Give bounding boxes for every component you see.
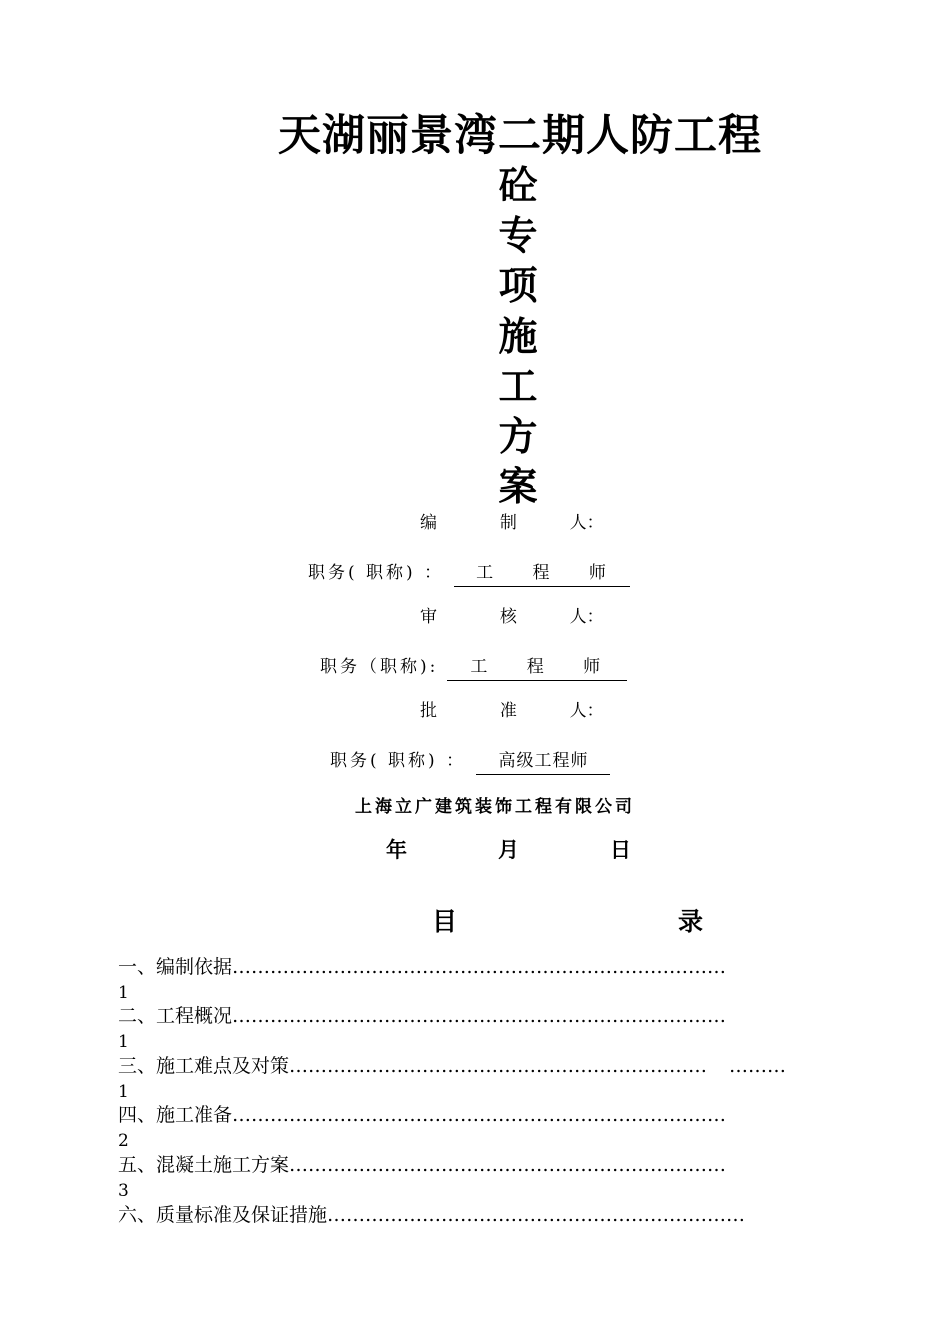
- reviewer-title-label: 职务（职称):: [320, 657, 439, 677]
- toc-item-page: 3: [118, 1181, 129, 1201]
- toc-item-label: 四、施工准备: [118, 1104, 233, 1126]
- toc-item-page: 1: [118, 1082, 129, 1102]
- toc-item-label: 五、混凝土施工方案: [118, 1154, 290, 1176]
- approver-title-label: 职务( 职称) ：: [330, 751, 467, 771]
- approver-title-value: 高级工程师: [476, 749, 610, 775]
- approver-label-char-1: 批: [420, 701, 437, 721]
- date-year: 年: [386, 838, 407, 862]
- title-char-6: 方: [498, 415, 538, 460]
- toc-item-page: 1: [118, 1032, 129, 1052]
- approver-title-row: [330, 749, 610, 775]
- reviewer-title-row: [320, 655, 627, 681]
- reviewer-title-value: 工 程 师: [447, 655, 627, 681]
- title-char-3: 项: [498, 264, 538, 309]
- approver-label-char-3: 人：: [569, 701, 604, 721]
- toc-item-dots: ……………………………………………………………………: [232, 1104, 727, 1126]
- toc-item-label: 一、编制依据: [118, 956, 233, 978]
- toc-item-6: [118, 1203, 745, 1227]
- title-char-4: 施: [498, 315, 538, 360]
- reviewer-label-char-1: 审: [420, 607, 437, 627]
- toc-item-dots: ……………………………………………………………………: [232, 1005, 727, 1027]
- compiler-title-label: 职务( 职称) ：: [308, 563, 445, 583]
- toc-item-label: 六、质量标准及保证措施: [118, 1204, 328, 1226]
- toc-item-1: [118, 955, 726, 979]
- toc-item-dots: …………………………………………………………: [289, 1055, 708, 1077]
- toc-heading-left: 目: [432, 907, 458, 936]
- document-title: 天湖丽景湾二期人防工程: [278, 111, 762, 161]
- toc-item-dots: …………………………………………………………: [327, 1204, 746, 1226]
- compiler-label-char-1: 编: [420, 513, 437, 533]
- title-char-1: 砼: [498, 164, 538, 209]
- approver-label: [420, 699, 604, 723]
- compiler-label-char-2: 制: [499, 513, 517, 533]
- toc-item-page: 2: [118, 1131, 129, 1151]
- reviewer-label-char-3: 人：: [569, 607, 604, 627]
- toc-item-dots: ……………………………………………………………………: [232, 956, 727, 978]
- toc-item-2: [118, 1004, 726, 1028]
- compiler-title-row: [308, 561, 630, 587]
- toc-item-page: 1: [118, 983, 129, 1003]
- toc-item-4: [118, 1103, 726, 1127]
- toc-item-5: [118, 1153, 726, 1177]
- toc-item-label: 二、工程概况: [118, 1005, 233, 1027]
- toc-item-label: 三、施工难点及对策: [118, 1055, 290, 1077]
- compiler-label: [420, 511, 604, 535]
- approver-label-char-2: 准: [499, 701, 517, 721]
- toc-item-dots: ……………………………………………………………: [289, 1154, 727, 1176]
- title-char-2: 专: [498, 214, 538, 259]
- company-name: 上海立广建筑装饰工程有限公司: [355, 797, 635, 817]
- title-char-7: 案: [498, 465, 538, 510]
- compiler-label-char-3: 人：: [569, 513, 604, 533]
- date-day: 日: [610, 838, 631, 862]
- compiler-title-value: 工 程 师: [454, 561, 630, 587]
- toc-item-dots-continued: ………: [729, 1055, 787, 1077]
- title-char-5: 工: [498, 365, 538, 410]
- date-month: 月: [498, 838, 519, 862]
- reviewer-label-char-2: 核: [499, 607, 517, 627]
- toc-item-3: [118, 1054, 786, 1078]
- toc-heading-right: 录: [678, 907, 704, 936]
- reviewer-label: [420, 605, 604, 629]
